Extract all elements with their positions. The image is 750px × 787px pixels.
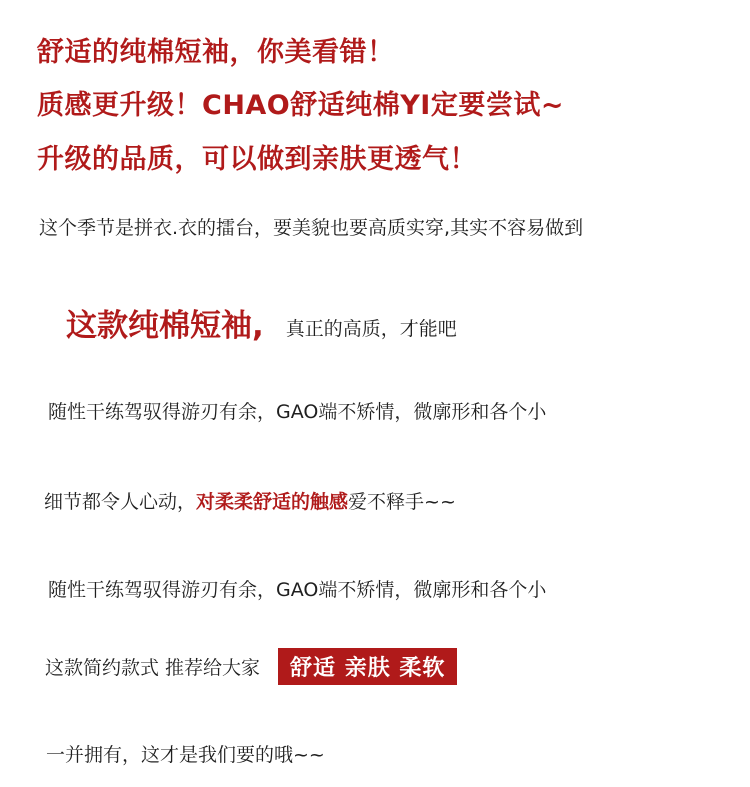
- paragraph-details: [44, 487, 456, 514]
- paragraph-closing: 一并拥有，这才是我们要的哦~~: [46, 744, 325, 766]
- paragraph-style-1: 随性干练驾驭得游刃有余，GAO端不矫情，微廓形和各个小: [48, 401, 547, 423]
- feature-title: 这款纯棉短袖,: [66, 308, 264, 344]
- paragraph-feature: [66, 300, 457, 345]
- headline-line-2: 质感更升级！CHAO舒适纯棉YI定要尝试~: [37, 90, 564, 121]
- headline-line-1: 舒适的纯棉短袖，你美看错！: [37, 37, 395, 68]
- details-highlight: 对柔柔舒适的触感: [196, 491, 349, 513]
- recommend-text: 这款简约款式 推荐给大家: [45, 657, 261, 679]
- feature-subtitle: 真正的高质，才能吧: [285, 318, 457, 340]
- details-start: 细节都令人心动，: [44, 491, 197, 513]
- paragraph-recommend: [45, 648, 457, 685]
- details-end: 爱不释手~~: [348, 491, 456, 513]
- paragraph-intro: 这个季节是拼衣.衣的擂台，要美貌也要高质实穿,其实不容易做到: [39, 217, 584, 239]
- feature-tag-badge: 舒适 亲肤 柔软: [278, 648, 457, 685]
- headline-line-3: 升级的品质，可以做到亲肤更透气！: [37, 144, 477, 175]
- paragraph-style-2: 随性干练驾驭得游刃有余，GAO端不矫情，微廓形和各个小: [48, 579, 547, 601]
